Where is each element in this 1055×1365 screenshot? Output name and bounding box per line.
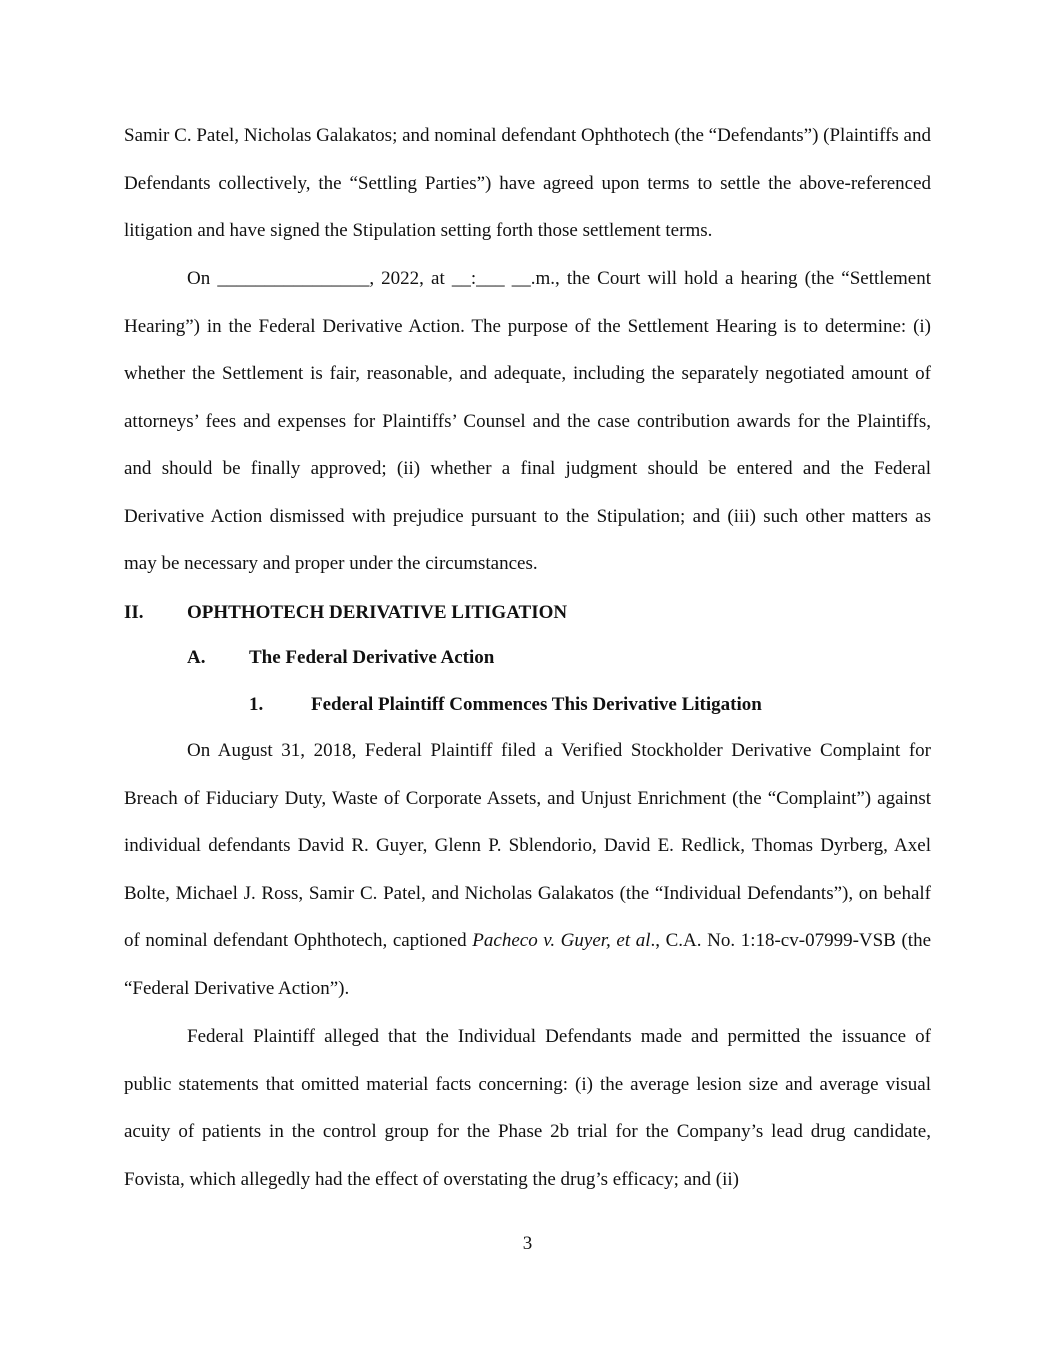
subsection-heading xyxy=(187,646,494,670)
item-number: 1. xyxy=(249,694,264,715)
item-title: Federal Plaintiff Commences This Derivative Litigation xyxy=(311,694,762,715)
paragraph-parties: Samir C. Patel, Nicholas Galakatos; and nominal defendant Ophthotech (the “Defendants”) (Plaintiffs and Defendants collectively, the “Settling Parties”) have agreed upon terms to settle the above-referenced litigation and have signed the Stipulation setting forth those settlement terms. xyxy=(124,125,931,241)
section-title: OPHTHOTECH DERIVATIVE LITIGATION xyxy=(187,602,568,623)
paragraph-allegations: Federal Plaintiff alleged that the Individual Defendants made and permitted the issuance of public statements that omitted material facts concerning: (i) the average lesion size and average visual acuity of patients in the control group for the Phase 2b trial for the Company’s lead drug candidate, Fovista, which allegedly had the effect of overstating the drug’s efficacy; and (ii) xyxy=(124,1026,931,1190)
subsection-letter: A. xyxy=(187,647,206,668)
case-caption: Pacheco v. Guyer, et al xyxy=(472,930,651,951)
item-heading xyxy=(249,693,762,717)
page-number: 3 xyxy=(522,1233,533,1254)
paragraph-settlement-hearing: On ________________, 2022, at __:___ __.m., the Court will hold a hearing (the “Settlement Hearing”) in the Federal Derivative Action. The purpose of the Settlement Hearing is to determine: (i) whether the Settlement is fair, reasonable, and adequate, including the separately negotiated amount of attorneys’ fees and expenses for Plaintiffs’ Counsel and the case contribution awards for the Plaintiffs, and should be finally approved; (ii) whether a final judgment should be entered and the Federal Derivative Action dismissed with prejudice pursuant to the Stipulation; and (iii) such other matters as may be necessary and proper under the circumstances. xyxy=(124,268,931,574)
section-heading xyxy=(124,601,567,625)
section-number: II. xyxy=(124,602,144,623)
subsection-title: The Federal Derivative Action xyxy=(249,647,495,668)
complaint-text-end: ., C.A. No. 1:18-cv-07999-VSB (the “Federal Derivative Action”). xyxy=(124,930,931,999)
complaint-text: On August 31, 2018, Federal Plaintiff filed a Verified Stockholder Derivative Complaint for Breach of Fiduciary Duty, Waste of Corporate Assets, and Unjust Enrichment (the “Complaint”) against individual defendants David R. Guyer, Glenn P. Sblendorio, David E. Redlick, Thomas Dyrberg, Axel Bolte, Michael J. Ross, Samir C. Patel, and Nicholas Galakatos (the “Individual Defendants”), on behalf of nominal defendant Ophthotech, captioned xyxy=(124,740,931,951)
paragraph-complaint xyxy=(124,727,931,1012)
